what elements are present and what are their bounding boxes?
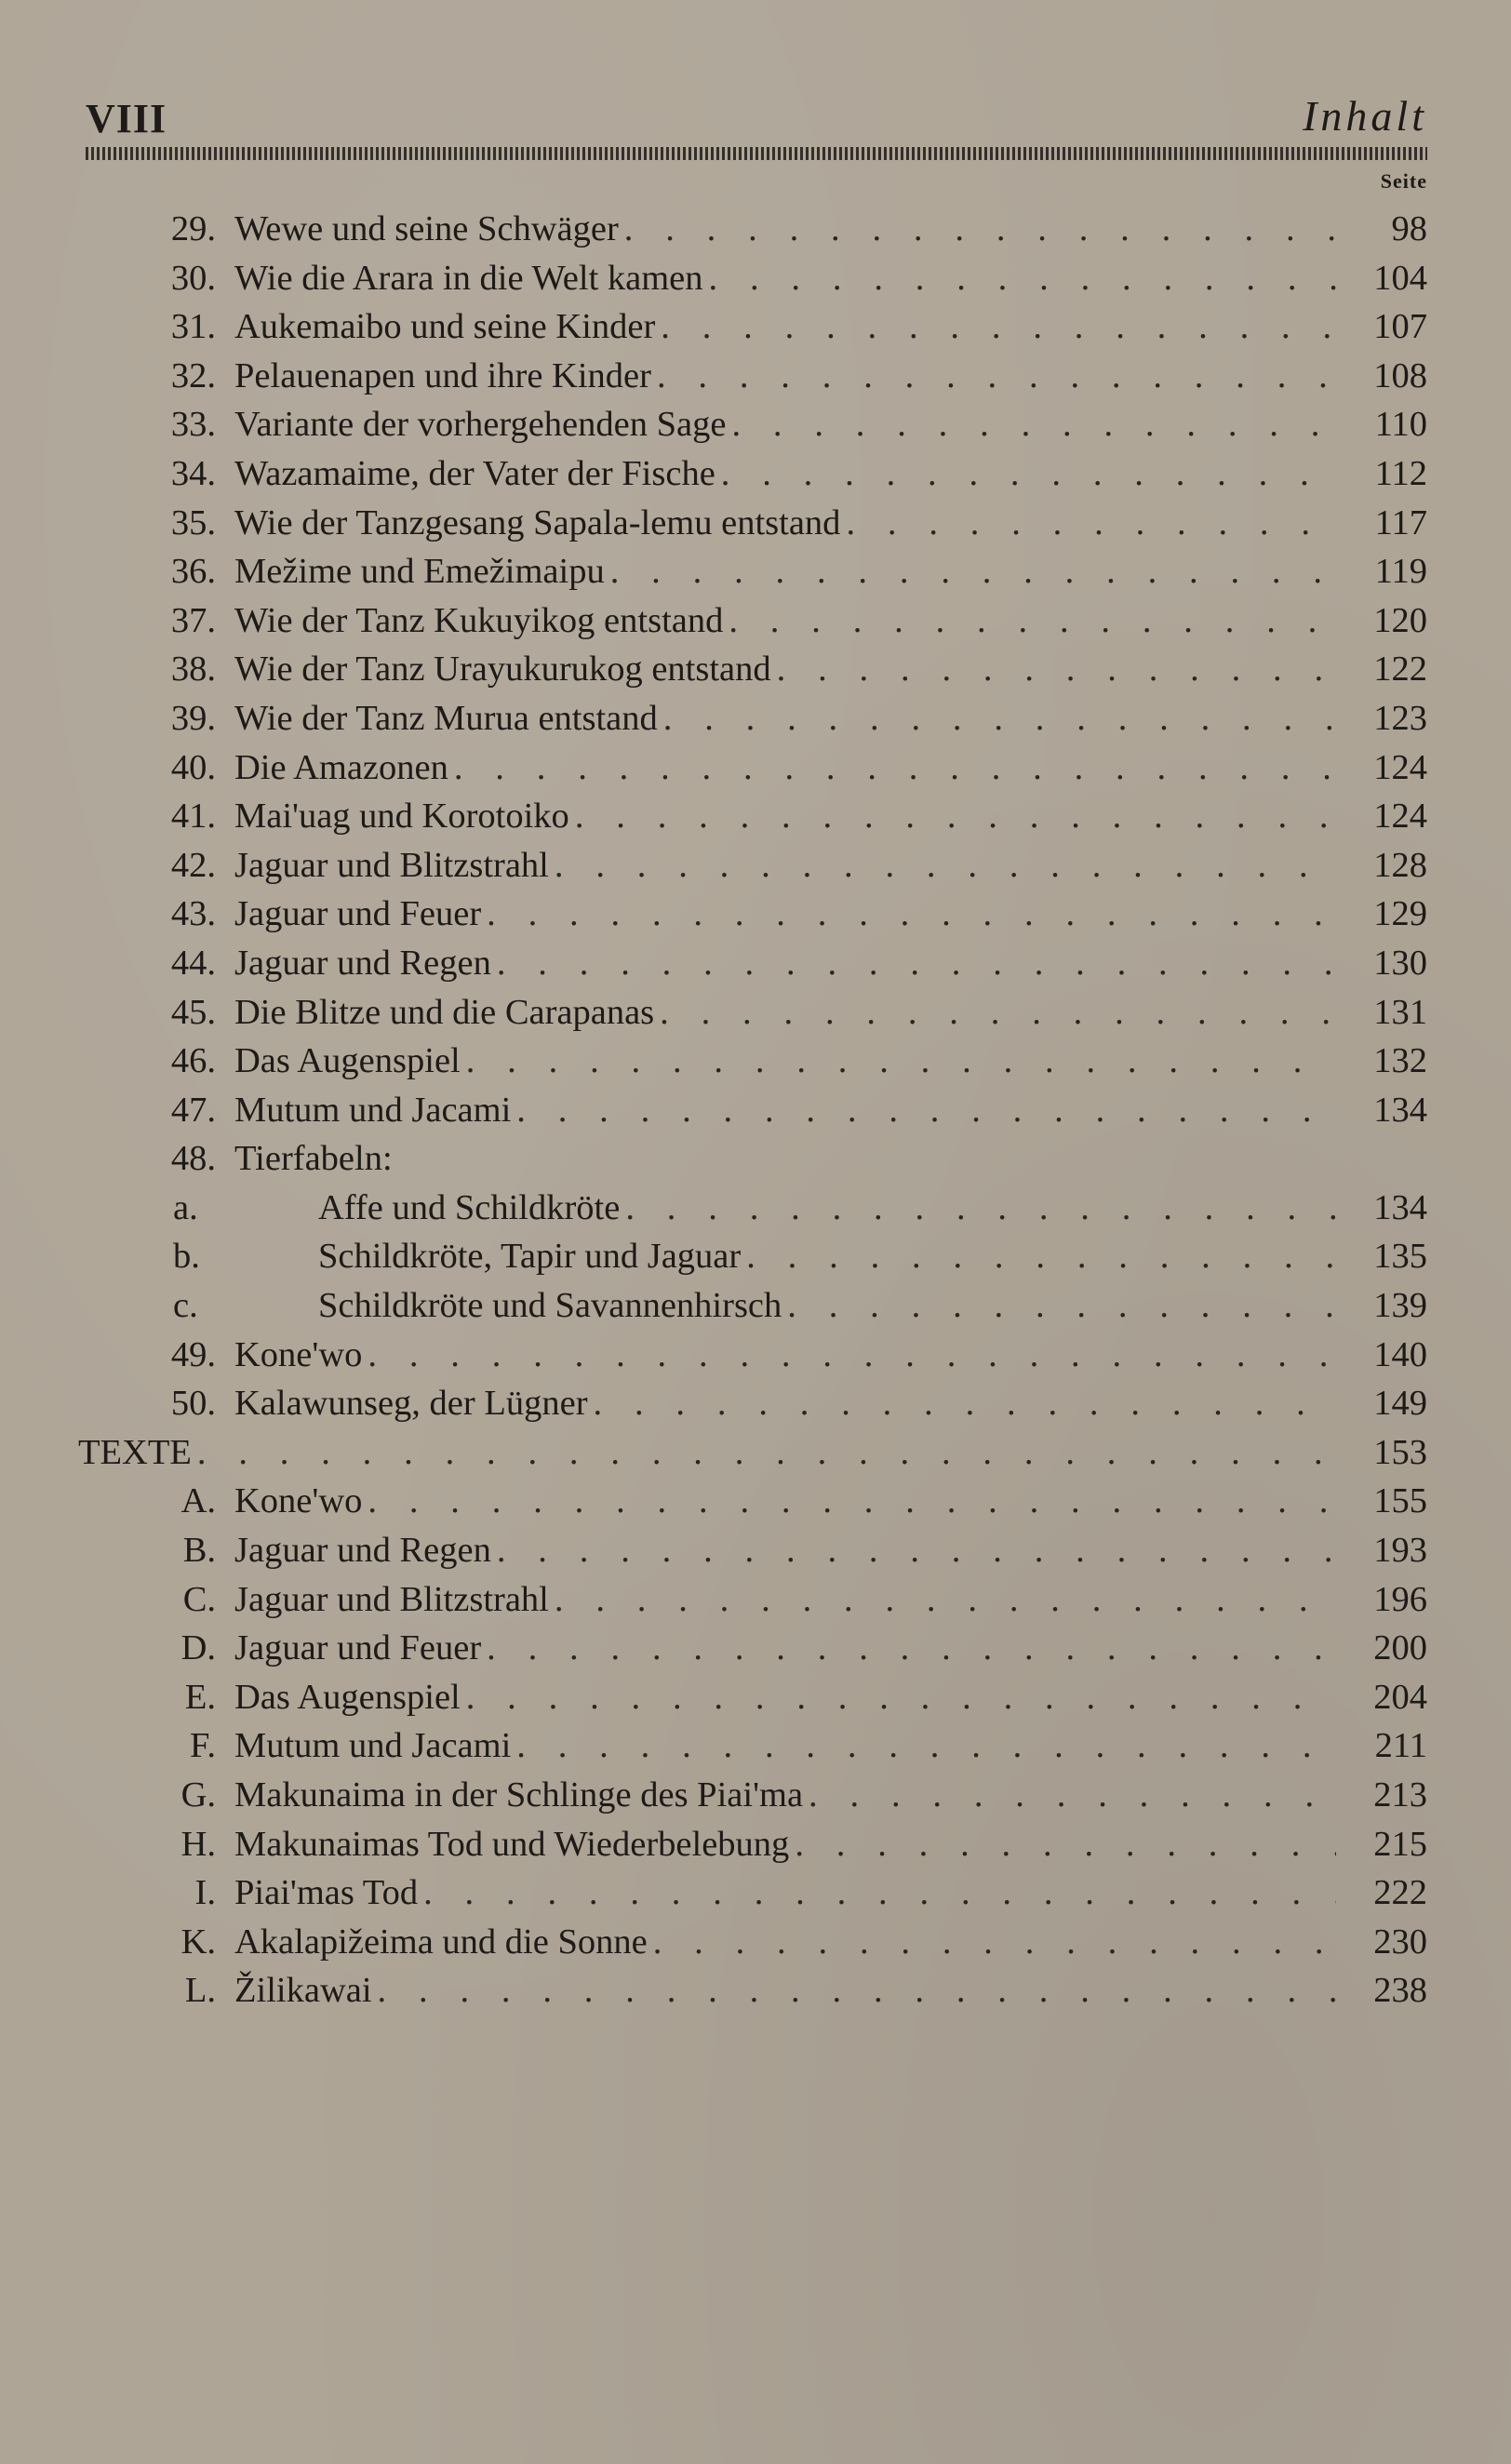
entry-title: Aukemaibo und seine Kinder xyxy=(234,307,656,347)
entry-number: 33. xyxy=(170,405,216,445)
entry-letter: A. xyxy=(181,1481,216,1521)
leader-dots xyxy=(555,841,1336,890)
leader-dots xyxy=(454,743,1336,792)
leader-dots xyxy=(487,890,1336,938)
entry-title: Tierfabeln: xyxy=(234,1139,393,1179)
leader-dots xyxy=(497,939,1336,987)
entry-page: 131 xyxy=(1373,992,1427,1032)
entry-title: Die Amazonen xyxy=(234,747,448,787)
leader-dots xyxy=(731,400,1336,449)
entry-title: Wie der Tanz Murua entstand xyxy=(234,698,658,738)
entry-letter: D. xyxy=(181,1628,216,1668)
toc-entry xyxy=(86,596,1427,646)
toc-entry xyxy=(86,1673,1427,1722)
entry-number: 31. xyxy=(170,307,216,347)
entry-title: Wie die Arara in die Welt kamen xyxy=(234,258,703,298)
entry-letter: H. xyxy=(181,1824,216,1864)
entry-number: 42. xyxy=(170,845,216,885)
toc-entry xyxy=(86,645,1427,694)
toc-subentry xyxy=(86,1184,1427,1233)
entry-page: 124 xyxy=(1373,797,1427,837)
entry-number: 34. xyxy=(170,453,216,493)
entry-page: 139 xyxy=(1373,1286,1427,1326)
toc-entry xyxy=(86,1820,1427,1869)
entry-title: Makunaima in der Schlinge des Piai'ma xyxy=(234,1775,804,1815)
entry-number: 46. xyxy=(170,1041,216,1081)
entry-title: Das Augenspiel xyxy=(234,1041,461,1081)
toc-entry xyxy=(86,254,1427,303)
entry-title: Mutum und Jacami xyxy=(234,1090,512,1130)
entry-number: 36. xyxy=(170,552,216,592)
entry-number: 48. xyxy=(170,1139,216,1179)
entry-title: Schildkröte, Tapir und Jaguar xyxy=(318,1237,742,1277)
entry-letter: K. xyxy=(181,1922,216,1962)
toc-subentry xyxy=(86,1232,1427,1281)
entry-page: 155 xyxy=(1373,1481,1427,1521)
entry-page: 134 xyxy=(1373,1187,1427,1227)
entry-page: 112 xyxy=(1374,453,1427,493)
leader-dots xyxy=(625,1184,1336,1232)
entry-letter: c. xyxy=(173,1286,198,1326)
entry-page: 213 xyxy=(1373,1775,1427,1815)
entry-title: Mežime und Emežimaipu xyxy=(234,552,605,592)
entry-title: Jaguar und Feuer xyxy=(234,1628,482,1668)
toc-subentry xyxy=(86,1281,1427,1331)
toc-entry xyxy=(86,841,1427,891)
entry-number: 43. xyxy=(170,894,216,934)
leader-dots xyxy=(555,1575,1336,1624)
toc-entry xyxy=(86,792,1427,841)
leader-dots xyxy=(487,1624,1336,1672)
entry-page: 222 xyxy=(1373,1873,1427,1913)
leader-dots xyxy=(787,1281,1336,1330)
toc-entry xyxy=(86,352,1427,401)
entry-title: Makunaimas Tod und Wiederbelebung xyxy=(234,1824,790,1864)
entry-page: 122 xyxy=(1373,649,1427,690)
toc-entry xyxy=(86,1575,1427,1625)
entry-number: 45. xyxy=(170,992,216,1032)
entry-letter: C. xyxy=(182,1579,216,1619)
entry-page: 204 xyxy=(1373,1677,1427,1717)
leader-dots xyxy=(197,1428,1336,1477)
leader-dots xyxy=(657,352,1336,400)
toc-entry xyxy=(86,205,1427,254)
entry-title: Kone'wo xyxy=(234,1481,363,1521)
entry-page: 215 xyxy=(1373,1824,1427,1864)
toc-entry xyxy=(86,1966,1427,2015)
entry-title: Jaguar und Regen xyxy=(234,943,491,983)
entry-letter: b. xyxy=(173,1237,200,1277)
entry-title: Schildkröte und Savannenhirsch xyxy=(318,1286,782,1326)
entry-page: 110 xyxy=(1374,405,1427,445)
entry-page: 196 xyxy=(1373,1579,1427,1619)
entry-page: 132 xyxy=(1373,1041,1427,1081)
toc-entry xyxy=(86,1331,1427,1380)
toc-entry xyxy=(86,1918,1427,1967)
entry-title: Akalapižeima und die Sonne xyxy=(234,1922,648,1962)
leader-dots xyxy=(721,449,1336,498)
entry-title: Wazamaime, der Vater der Fische xyxy=(234,453,715,493)
toc-entry xyxy=(86,1868,1427,1918)
leader-dots xyxy=(516,1721,1336,1770)
leader-dots xyxy=(661,302,1336,351)
entry-number: 30. xyxy=(170,258,216,298)
entry-title: Kalawunseg, der Lügner xyxy=(234,1384,588,1424)
leader-dots xyxy=(795,1820,1336,1868)
entry-title: Mutum und Jacami xyxy=(234,1726,512,1766)
entry-page: 193 xyxy=(1373,1531,1427,1571)
page-header xyxy=(86,89,1427,143)
page-number: VIII xyxy=(86,96,167,141)
entry-title: Jaguar und Feuer xyxy=(234,894,482,934)
entry-page: 128 xyxy=(1373,845,1427,885)
leader-dots xyxy=(809,1771,1336,1819)
toc-entry xyxy=(86,449,1427,499)
running-head: Inhalt xyxy=(1303,92,1427,140)
leader-dots xyxy=(594,1379,1336,1427)
toc-entry xyxy=(86,1086,1427,1135)
entry-title: Jaguar und Regen xyxy=(234,1531,491,1571)
entry-page: 140 xyxy=(1373,1334,1427,1374)
entry-title: Die Blitze und die Carapanas xyxy=(234,992,655,1032)
entry-number: 49. xyxy=(170,1334,216,1374)
leader-dots xyxy=(378,1966,1336,2015)
entry-page: 119 xyxy=(1374,552,1427,592)
entry-page: 129 xyxy=(1373,894,1427,934)
entry-page: 130 xyxy=(1373,943,1427,983)
entry-title: Affe und Schildkröte xyxy=(318,1187,621,1227)
entry-number: 35. xyxy=(170,502,216,542)
leader-dots xyxy=(423,1868,1336,1917)
leader-dots xyxy=(746,1232,1336,1280)
entry-title: Mai'uag und Korotoiko xyxy=(234,797,569,837)
section-title: TEXTE xyxy=(78,1432,192,1472)
entry-title: Wewe und seine Schwäger xyxy=(234,209,619,248)
leader-dots xyxy=(663,694,1336,743)
entry-page: 108 xyxy=(1373,355,1427,395)
entry-page: 238 xyxy=(1373,1971,1427,2011)
entry-page: 117 xyxy=(1374,502,1427,542)
toc-group-heading xyxy=(86,1134,1427,1184)
entry-page: 211 xyxy=(1374,1726,1427,1766)
leader-dots xyxy=(729,596,1336,645)
entry-title: Wie der Tanz Urayukurukog entstand xyxy=(234,649,771,690)
entry-page: 135 xyxy=(1373,1237,1427,1277)
toc-entry xyxy=(86,302,1427,352)
entry-page: 104 xyxy=(1373,258,1427,298)
entry-title: Jaguar und Blitzstrahl xyxy=(234,1579,549,1619)
leader-dots xyxy=(660,988,1336,1037)
leader-dots xyxy=(575,792,1336,840)
entry-letter: a. xyxy=(173,1187,198,1227)
entry-number: 38. xyxy=(170,649,216,690)
leader-dots xyxy=(777,645,1336,693)
entry-title: Wie der Tanzgesang Sapala-lemu entstand xyxy=(234,502,841,542)
header-rule xyxy=(86,147,1427,160)
entry-page: 230 xyxy=(1373,1922,1427,1962)
entry-number: 41. xyxy=(170,797,216,837)
toc-entry xyxy=(86,1526,1427,1575)
toc-entry xyxy=(86,499,1427,548)
leader-dots xyxy=(653,1918,1336,1966)
entry-number: 29. xyxy=(170,209,216,248)
entry-page: 134 xyxy=(1373,1090,1427,1130)
toc-entry xyxy=(86,1771,1427,1820)
toc-entry xyxy=(86,400,1427,449)
leader-dots xyxy=(497,1526,1336,1574)
toc-entry xyxy=(86,547,1427,596)
entry-letter: G. xyxy=(181,1775,216,1815)
entry-number: 32. xyxy=(170,355,216,395)
book-page xyxy=(78,89,1427,2011)
leader-dots xyxy=(624,205,1336,253)
entry-number: 44. xyxy=(170,943,216,983)
entry-page: 98 xyxy=(1391,209,1427,248)
toc-entry xyxy=(86,1477,1427,1526)
entry-title: Wie der Tanz Kukuyikog entstand xyxy=(234,600,724,640)
toc-entry xyxy=(86,1379,1427,1428)
entry-letter: E. xyxy=(184,1677,216,1717)
toc-entry xyxy=(86,1037,1427,1086)
leader-dots xyxy=(846,499,1336,547)
entry-page: 120 xyxy=(1373,600,1427,640)
entry-number: 40. xyxy=(170,747,216,787)
entry-title: Das Augenspiel xyxy=(234,1677,461,1717)
entry-title: Variante der vorhergehenden Sage xyxy=(234,405,727,445)
toc-section-heading xyxy=(78,1428,1427,1478)
leader-dots xyxy=(466,1037,1336,1085)
entry-title: Kone'wo xyxy=(234,1334,363,1374)
toc-entry xyxy=(86,988,1427,1038)
toc-entry xyxy=(86,939,1427,988)
leader-dots xyxy=(368,1331,1336,1379)
toc-entry xyxy=(86,1624,1427,1673)
entry-page: 153 xyxy=(1373,1432,1427,1472)
table-of-contents xyxy=(78,205,1427,2015)
leader-dots xyxy=(516,1086,1336,1134)
entry-letter: F. xyxy=(190,1726,216,1766)
entry-page: 200 xyxy=(1373,1628,1427,1668)
entry-page: 149 xyxy=(1373,1384,1427,1424)
leader-dots xyxy=(610,547,1336,596)
entry-number: 47. xyxy=(170,1090,216,1130)
entry-page: 124 xyxy=(1373,747,1427,787)
entry-number: 39. xyxy=(170,698,216,738)
toc-entry xyxy=(86,1721,1427,1771)
entry-letter: L. xyxy=(184,1971,216,2011)
entry-title: Jaguar und Blitzstrahl xyxy=(234,845,549,885)
leader-dots xyxy=(709,254,1336,302)
entry-title: Žilikawai xyxy=(234,1971,372,2011)
entry-title: Piai'mas Tod xyxy=(234,1873,419,1913)
toc-entry xyxy=(86,694,1427,743)
leader-dots xyxy=(368,1477,1336,1525)
entry-letter: B. xyxy=(182,1531,216,1571)
entry-title: Pelauenapen und ihre Kinder xyxy=(234,355,651,395)
entry-page: 123 xyxy=(1373,698,1427,738)
page-column-label: Seite xyxy=(1380,169,1427,193)
toc-entry xyxy=(86,743,1427,793)
toc-entry xyxy=(86,890,1427,939)
entry-number: 50. xyxy=(170,1384,216,1424)
entry-number: 37. xyxy=(170,600,216,640)
entry-letter: I. xyxy=(194,1873,216,1913)
leader-dots xyxy=(466,1673,1336,1721)
entry-page: 107 xyxy=(1373,307,1427,347)
